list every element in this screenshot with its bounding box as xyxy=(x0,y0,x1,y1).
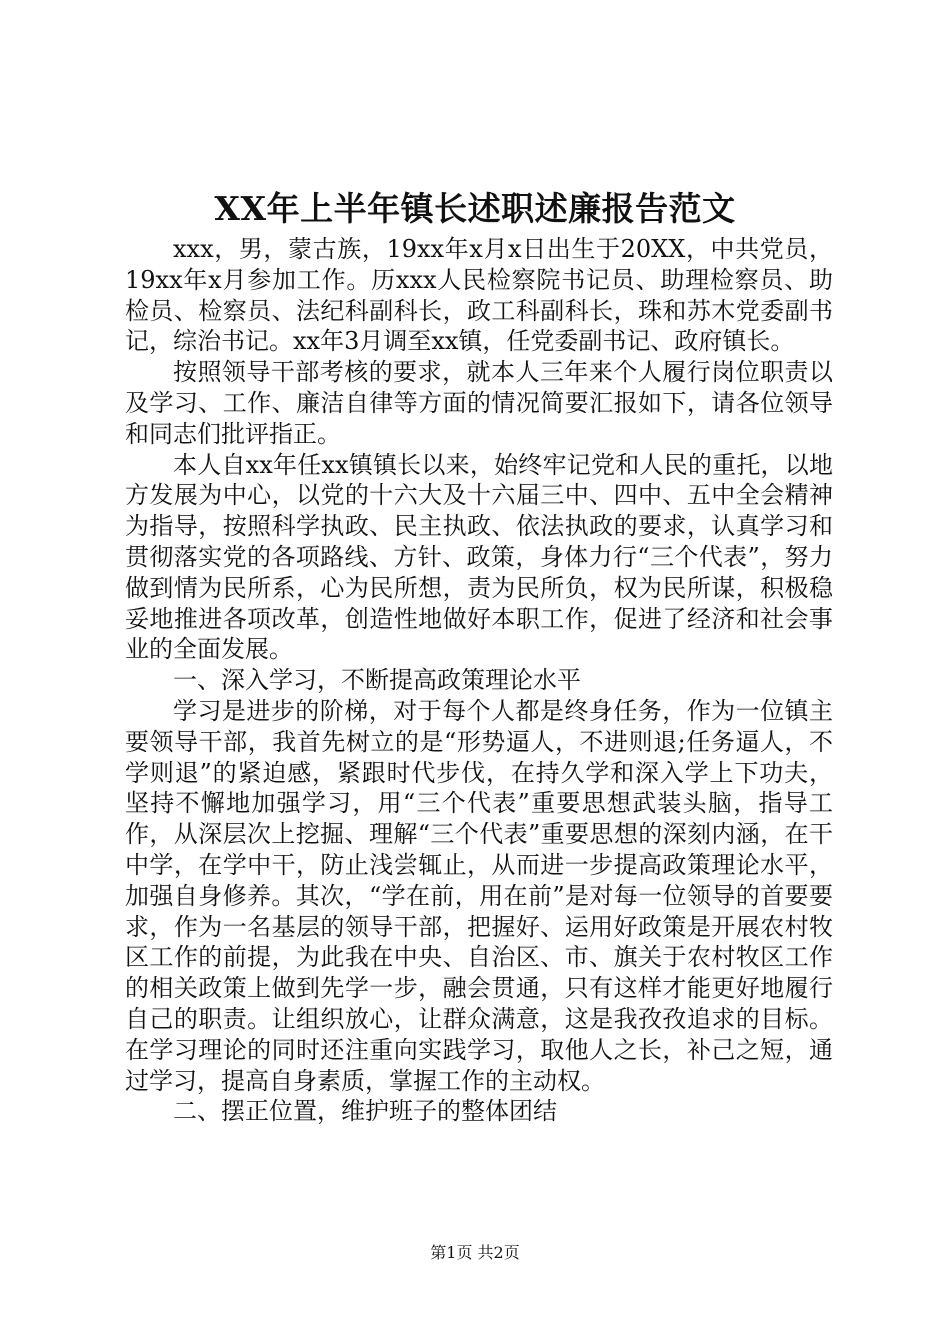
document-title: XX年上半年镇长述职述廉报告范文 xyxy=(214,189,736,228)
paragraph-overview: 本人自xx年任xx镇镇长以来，始终牢记党和人民的重托，以地方发展为中心，以党的十六大及十六届三中、四中、五中全会精神为指导，按照科学执政、民主执政、依法执政的要求，认真学习和贯彻落实党的各项路线、方针、政策，身体力行“三个代表”，努力做到情为民所系，心为民所想，责为民所负，权为民所谋，积极稳妥地推进各项改革，创造性地做好本职工作，促进了经济和社会事业的全面发展。 xyxy=(125,450,833,664)
paragraph-report-purpose: 按照领导干部考核的要求，就本人三年来个人履行岗位职责以及学习、工作、廉洁自律等方面的情况简要汇报如下，请各位领导和同志们批评指正。 xyxy=(125,358,833,448)
section-heading-1: 一、深入学习，不断提高政策理论水平 xyxy=(173,666,581,695)
page-number-footer: 第1页 共2页 xyxy=(430,1243,520,1262)
section-heading-2: 二、摆正位置，维护班子的整体团结 xyxy=(173,1097,557,1126)
document-body xyxy=(125,234,833,1127)
paragraph-intro: xxx，男，蒙古族，19xx年x月x日出生于20XX，中共党员，19xx年x月参加工作。历xxx人民检察院书记员、助理检察员、助检员、检察员、法纪科副科长，政工科副科长，珠和苏木党委副书记，综治书记。xx年3月调至xx镇，任党委副书记、政府镇长。 xyxy=(125,235,833,356)
paragraph-study: 学习是进步的阶梯，对于每个人都是终身任务，作为一位镇主要领导干部，我首先树立的是“形势逼人，不进则退;任务逼人，不学则退”的紧迫感，紧跟时代步伐，在持久学和深入学上下功夫，坚持不懈地加强学习，用“三个代表”重要思想武装头脑，指导工作，从深层次上挖掘、理解“三个代表”重要思想的深刻内涵，在干中学，在学中干，防止浅尝辄止，从而进一步提高政策理论水平，加强自身修养。其次，“学在前，用在前”是对每一位领导的首要要求，作为一名基层的领导干部，把握好、运用好政策是开展农村牧区工作的前提，为此我在中央、自治区、市、旗关于农村牧区工作的相关政策上做到先学一步，融会贯通，只有这样才能更好地履行自己的职责。让组织放心，让群众满意，这是我孜孜追求的目标。在学习理论的同时还注重向实践学习，取他人之长，补己之短，通过学习，提高自身素质，掌握工作的主动权。 xyxy=(125,696,833,1095)
